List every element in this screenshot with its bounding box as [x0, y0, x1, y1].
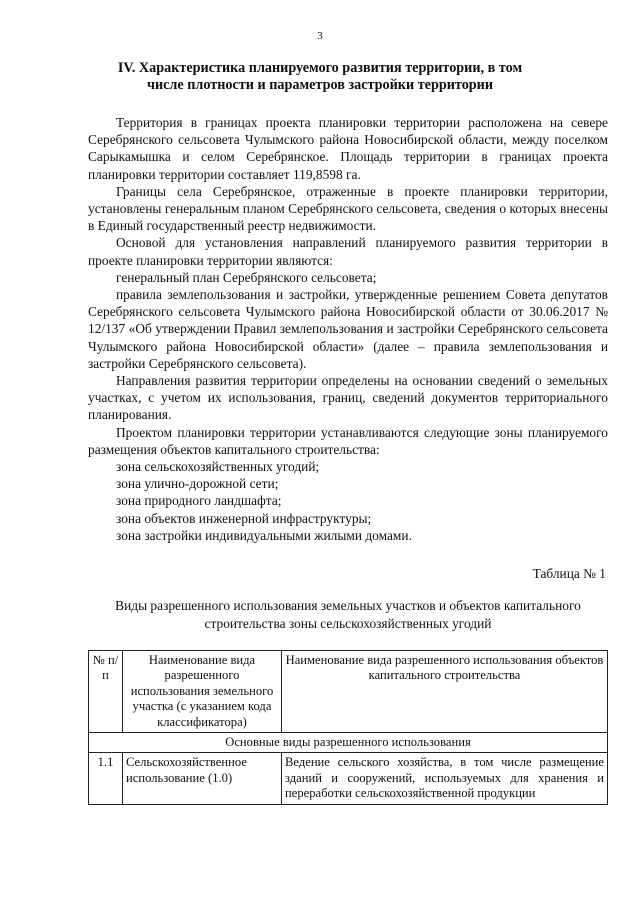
- paragraph-territory-location: Территория в границах проекта планировки территории расположена на севере Серебрянского сельсовета Чулымского района Новосибирской области, между поселком Сарыкамышка и селом Серебрянское. Площадь территории в границах проекта планировки территории составляет 119,8598 га.: [88, 115, 608, 182]
- paragraph-village-borders: Границы села Серебрянское, отраженные в проекте планировки территории, установлены генеральным планом Серебрянского сельсовета, сведения о которых внесены в Единый государственный реестр недвижимости.: [88, 183, 608, 234]
- basis-item-land-use-rules: правила землепользования и застройки, утвержденные решением Совета депутатов Серебрянского сельсовета Чулымского района Новосибирской области от 30.06.2017 № 12/137 «Об утверждении Правил землепользования и застройки Серебрянского сельсовета Чулымского района Новосибирской области» (далее – правила землепользования и застройки Серебрянского сельсовета).: [88, 287, 608, 371]
- section-label: Основные виды разрешенного использования: [89, 733, 608, 753]
- header-capital-use: Наименование вида разрешенного использования объектов капитального строительства: [282, 651, 608, 733]
- basis-item-general-plan: генеральный план Серебрянского сельсовета;: [116, 269, 377, 285]
- paragraph-basis: Основой для установления направлений планируемого развития территории в проекте планировки территории являются:: [88, 235, 608, 268]
- paragraph-zones-intro: Проектом планировки территории устанавливаются следующие зоны планируемого размещения объектов капитального строительства:: [88, 424, 608, 457]
- header-land-use: Наименование вида разрешенного использования земельного участка (с указанием кода классификатора): [123, 651, 282, 733]
- land-use-table: [88, 650, 608, 805]
- page-number: 3: [317, 30, 323, 42]
- zone-item: зона объектов инженерной инфраструктуры;: [116, 510, 372, 526]
- zone-item: зона природного ландшафта;: [116, 493, 282, 509]
- section-title: IV. Характеристика планируемого развития территории, в том числе плотности и параметров застройки территории: [117, 60, 523, 93]
- table-caption: Таблица № 1: [532, 566, 606, 581]
- table-row: [89, 753, 608, 804]
- row-capital-use: Ведение сельского хозяйства, в том числе размещение зданий и сооружений, используемых для хранения и переработки сельскохозяйственной продукции: [282, 753, 608, 804]
- zone-item: зона застройки индивидуальными жилыми домами.: [116, 527, 412, 543]
- header-num: № п/п: [89, 651, 123, 733]
- zone-item: зона улично-дорожной сети;: [116, 476, 279, 492]
- table-header-row: [89, 651, 608, 733]
- body-text: [88, 114, 608, 544]
- table-section-row: [89, 733, 608, 753]
- row-num: 1.1: [89, 753, 123, 804]
- table-title: Виды разрешенного использования земельных участков и объектов капитального строительства зоны сельскохозяйственных угодий: [115, 598, 581, 631]
- zone-item: зона сельскохозяйственных угодий;: [116, 459, 320, 475]
- row-land-use: Сельскохозяйственное использование (1.0): [123, 753, 282, 804]
- paragraph-development-directions: Направления развития территории определены на основании сведений о земельных участках, с учетом их использования, границ, сведений документов территориального планирования.: [88, 373, 608, 423]
